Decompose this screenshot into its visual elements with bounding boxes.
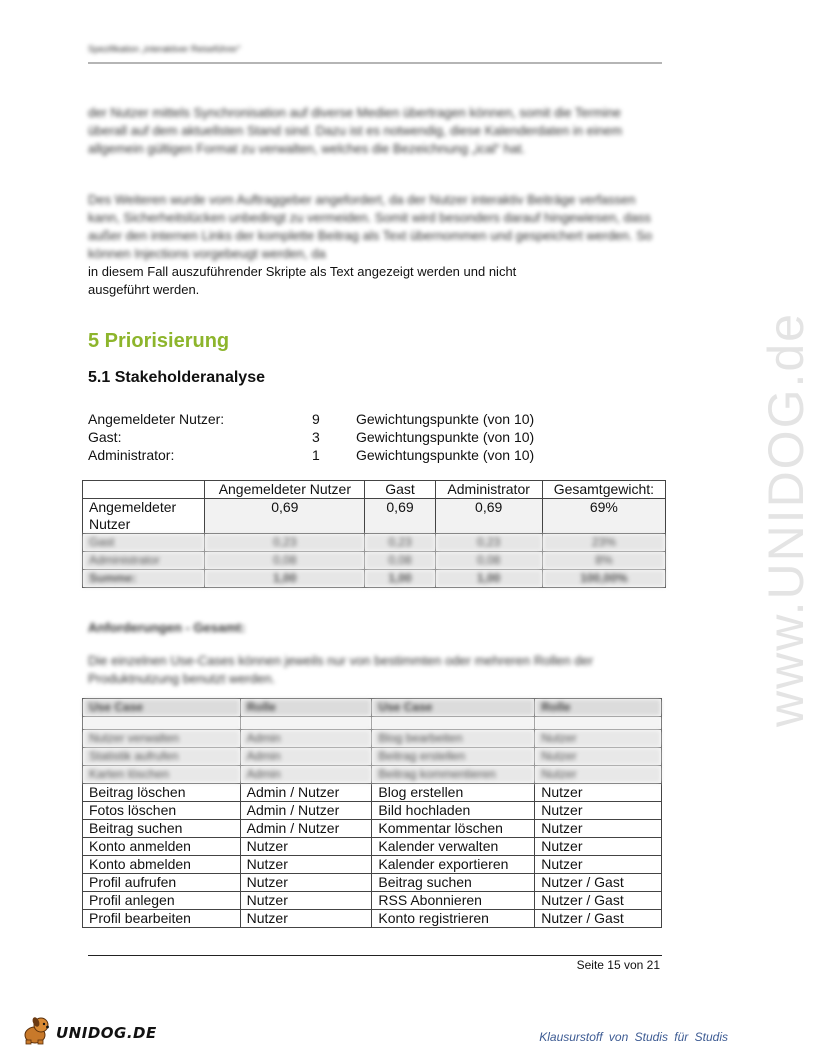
row-label [83,499,205,534]
table-cell: Beitrag suchen [372,874,535,892]
page-number: Seite 15 von 21 [576,958,660,972]
table-cell: Profil bearbeiten [83,910,241,928]
table-cell: 0,69 [435,499,542,534]
table-row [83,910,662,928]
table-cell: Karten löschen [83,766,241,784]
table-cell: RSS Abonnieren [372,892,535,910]
table-cell: Bild hochladen [372,802,535,820]
usecase-table [82,698,662,928]
row-label-line: Angemeldeter [89,499,177,515]
table-cell: 0,69 [365,499,435,534]
dog-icon [20,1015,54,1050]
table-cell: Nutzer [240,874,372,892]
table-cell: 0,08 [435,552,542,570]
table-cell: Beitrag suchen [83,820,241,838]
table-cell: Admin / Nutzer [240,784,372,802]
weight-table [82,480,666,588]
paragraph-security-blurred: Des Weiteren wurde vom Auftraggeber angefordert, da der Nutzer interaktiv Beiträge verfassen kann, Sicherheitslücken unbedingt zu vermeiden. Somit wird besonders darauf hingewiesen, dass außer den internen Links der komplette Beitrag als Text übernommen und gespeichert werden. So können Injections vorgebeugt werden, da [88,192,653,261]
weight-points: 9 [312,411,320,427]
table-cell: Nutzer [240,856,372,874]
paragraph-security-line1: in diesem Fall auszuführender Skripte als Text angezeigt werden und nicht [88,264,517,279]
table-cell: Konto registrieren [372,910,535,928]
header-cell: Gesamtgewicht: [542,481,665,499]
requirements-heading: Anforderungen - Gesamt: [88,620,246,635]
table-cell: Nutzer / Gast [535,874,662,892]
paragraph-security [88,191,663,299]
table-cell: Kalender exportieren [372,856,535,874]
weight-row [88,446,534,464]
running-header: Spezifikation „interaktiver Reiseführer“ [88,44,241,54]
table-cell: Beitrag kommentieren [372,766,535,784]
table-cell: Nutzer [240,838,372,856]
weight-row [88,410,534,428]
table-cell: Profil aufrufen [83,874,241,892]
weight-label: Gewichtungspunkte (von 10) [356,447,535,463]
footer-rule [88,955,662,956]
table-cell: Beitrag erstellen [372,748,535,766]
weight-role: Gast: [88,429,122,445]
table-row [83,802,662,820]
table-cell: Konto anmelden [83,838,241,856]
table-cell: Konto abmelden [83,856,241,874]
table-row [83,499,666,534]
table-cell [535,717,662,730]
table-row [83,856,662,874]
table-cell: Admin [240,748,372,766]
table-row [83,874,662,892]
table-cell: Nutzer [535,802,662,820]
row-label: Gast [83,534,205,552]
table-cell: Profil anlegen [83,892,241,910]
table-cell: 100,00% [542,570,665,588]
table-row [83,838,662,856]
subsection-heading: 5.1 Stakeholderanalyse [88,369,265,386]
table-cell: Admin [240,730,372,748]
weight-label: Gewichtungspunkte (von 10) [356,411,535,427]
table-cell: Nutzer [535,784,662,802]
table-cell: 0,08 [205,552,365,570]
footer-tagline: Klausurstoff von Studis für Studis [539,1030,728,1044]
table-cell: Nutzer [535,820,662,838]
table-cell: 0,69 [205,499,365,534]
table-cell: Statistik aufrufen [83,748,241,766]
table-cell: Nutzer [535,838,662,856]
table-cell [83,717,241,730]
logo-text: UNIDOG.DE [56,1023,157,1042]
table-cell: Admin / Nutzer [240,820,372,838]
table-cell: 0,23 [205,534,365,552]
table-cell: Nutzer [535,730,662,748]
header-cell: Use Case [372,699,535,717]
table-row-sum [83,570,666,588]
table-row [83,748,662,766]
table-cell: 0,23 [365,534,435,552]
section-heading: 5 Priorisierung [88,330,230,352]
watermark-text: www.UNIDOG.de [758,312,814,727]
table-row [83,820,662,838]
row-label: Administrator [83,552,205,570]
table-cell: Nutzer [240,892,372,910]
table-cell: Blog bearbeiten [372,730,535,748]
table-row [83,552,666,570]
table-cell: Nutzer / Gast [535,910,662,928]
table-cell: Nutzer [535,748,662,766]
table-cell [372,717,535,730]
row-label: Summe: [83,570,205,588]
table-cell: 69% [542,499,665,534]
weight-points: 3 [312,429,320,445]
table-cell: 1,00 [205,570,365,588]
header-cell: Rolle [240,699,372,717]
table-spacer-row [83,717,662,730]
table-cell: 0,23 [435,534,542,552]
paragraph-security-line2: ausgeführt werden. [88,282,200,297]
requirements-intro: Die einzelnen Use-Cases können jeweils nur von bestimmten oder mehreren Rollen der Produktnutzung benutzt werden. [88,653,594,686]
weights-list [88,410,534,464]
table-cell: Fotos löschen [83,802,241,820]
usecase-table-header [83,699,662,717]
table-cell: 23% [542,534,665,552]
table-row [83,892,662,910]
table-cell: Admin [240,766,372,784]
weight-label: Gewichtungspunkte (von 10) [356,429,535,445]
weight-table-header [83,481,666,499]
table-cell: Nutzer verwalten [83,730,241,748]
header-cell: Use Case [83,699,241,717]
row-label-line: Nutzer [89,516,131,532]
table-cell: Nutzer [240,910,372,928]
table-cell: Nutzer / Gast [535,892,662,910]
table-row [83,730,662,748]
weight-role: Angemeldeter Nutzer: [88,411,225,427]
table-cell: Nutzer [535,766,662,784]
table-cell: Blog erstellen [372,784,535,802]
weight-points: 1 [312,447,320,463]
table-row [83,766,662,784]
table-cell: 8% [542,552,665,570]
table-row [83,784,662,802]
table-cell: Admin / Nutzer [240,802,372,820]
table-cell: 0,08 [365,552,435,570]
table-cell: 1,00 [365,570,435,588]
header-cell: Angemeldeter Nutzer [205,481,365,499]
table-cell: Nutzer [535,856,662,874]
table-cell: 1,00 [435,570,542,588]
weight-role: Administrator: [88,447,175,463]
table-cell [240,717,372,730]
header-cell: Gast [365,481,435,499]
table-cell: Kalender verwalten [372,838,535,856]
table-cell: Kommentar löschen [372,820,535,838]
table-row [83,534,666,552]
header-cell: Administrator [435,481,542,499]
header-cell: Rolle [535,699,662,717]
paragraph-sync: der Nutzer mittels Synchronisation auf diverse Medien übertragen können, somit die Termine überall auf dem aktuellsten Stand sind. Dazu ist es notwendig, diese Kalenderdaten in einem allgemein gültigen Format zu verwalten, welches die Bezeichnung „ical“ hat. [88,105,623,156]
table-cell: Beitrag löschen [83,784,241,802]
header-cell [83,481,205,499]
weight-row [88,428,534,446]
unidog-logo[interactable] [20,1015,157,1050]
header-rule [88,62,662,64]
